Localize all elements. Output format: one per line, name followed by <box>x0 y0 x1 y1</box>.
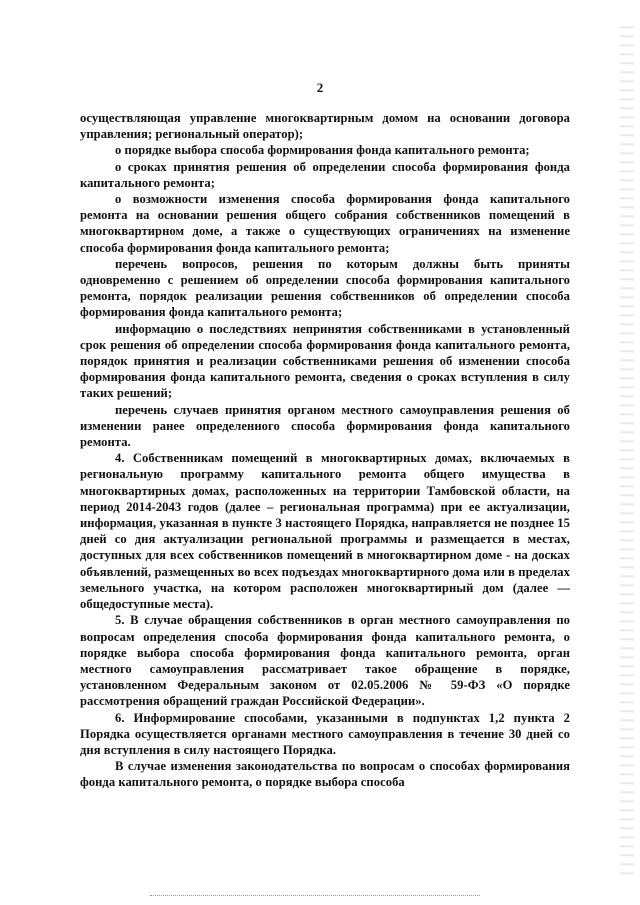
scan-edge-artifact <box>620 20 634 880</box>
paragraph-2: о порядке выбора способа формирования фонда капитального ремонта; <box>115 143 530 158</box>
paragraph-6: информацию о последствиях непринятия собственниками в установленный срок решения об определении способа формирования фонда капитального ремонта, порядок принятия и реализации собственниками решения об изменении способа формирования фонда капитального ремонта, сведения о сроках вступления в силу таких решений; <box>80 321 570 401</box>
paragraph-5: перечень вопросов, решения по которым должны быть приняты одновременно с решением об определении способа формирования капитального ремонта, порядок реализации решения собственников об определении способа формирования фонда капитального ремонта; <box>80 256 570 320</box>
page-number: 2 <box>316 80 324 95</box>
paragraph-1: осуществляющая управление многоквартирным домом на основании договора управления; региональный оператор); <box>80 111 570 142</box>
paragraph-4: о возможности изменения способа формирования фонда капитального ремонта на основании решения общего собрания собственников помещений в многоквартирном доме, а также о существующих ограничениях на изменение способа формирования фонда капитального ремонта; <box>80 192 570 255</box>
paragraph-9: 5. В случае обращения собственников в орган местного самоуправления по вопросам определения способа формирования фонда капитального ремонта, о порядке выбора способа формирования фонда капитального ремонта, орган местного самоуправления рассматривает такое обращение в порядке, установленном Федеральным законом от 02.05.2006 № 59-ФЗ «О порядке рассмотрения обращений граждан Российской Федерации». <box>80 613 570 709</box>
paragraph-7: перечень случаев принятия органом местного самоуправления решения об изменении ранее определенного способа формирования фонда капитального ремонта. <box>80 402 570 450</box>
document-body <box>80 110 570 791</box>
scan-footer-artifact <box>150 895 480 899</box>
paragraph-8: 4. Собственникам помещений в многоквартирных домах, включаемых в региональную программу капитального ремонта общего имущества в многоквартирных домах, расположенных на территории Тамбовской области, на период 2014-2043 годов (далее – региональная программа) при ее актуализации, информация, указанная в пункте 3 настоящего Порядка, направляется не позднее 15 дней со дня актуализации региональной программы и размещается в местах, доступных для всех собственников помещений в многоквартирном доме - на досках объявлений, размещенных во всех подъездах многоквартирного дома или в пределах земельного участка, на котором расположен многоквартирный дом (далее — общедоступные места). <box>80 451 570 612</box>
paragraph-10: 6. Информирование способами, указанными в подпунктах 1,2 пункта 2 Порядка осуществляется органами местного самоуправления в течение 30 дней со дня вступления в силу настоящего Порядка. <box>80 710 570 757</box>
paragraph-3: о сроках принятия решения об определении способа формирования фонда капитального ремонта; <box>80 159 570 190</box>
paragraph-11: В случае изменения законодательства по вопросам о способах формирования фонда капитального ремонта, о порядке выбора способа <box>80 759 570 790</box>
